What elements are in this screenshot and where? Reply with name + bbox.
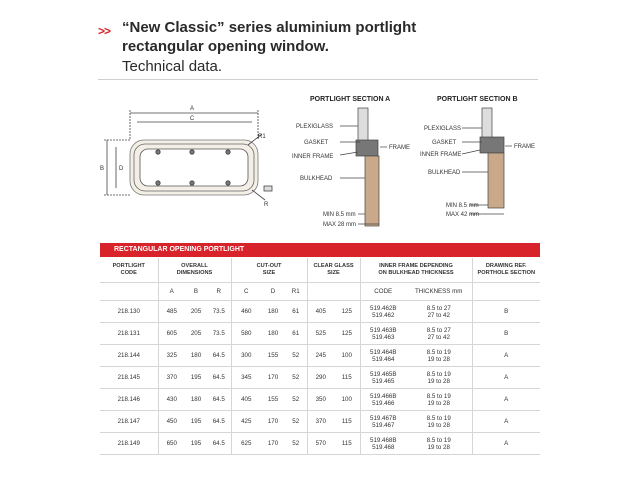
cell-b: 180 xyxy=(185,389,207,411)
sub-r1: R1 xyxy=(285,283,307,301)
cell-drawing-ref: A xyxy=(472,389,540,411)
sub-c: C xyxy=(231,283,261,301)
section-b-title: PORTLIGHT SECTION B xyxy=(437,96,518,103)
cell-thickness: 8.5 to 27 27 to 42 xyxy=(406,323,472,345)
section-b-frame: FRAME xyxy=(514,144,535,150)
cell-clear-height: 125 xyxy=(334,323,360,345)
cell-inner-code: 519.466B 519.466 xyxy=(360,389,406,411)
cell-r: 73.5 xyxy=(207,301,231,323)
cell-r: 73.5 xyxy=(207,323,231,345)
cell-code: 218.149 xyxy=(100,433,158,455)
cell-d: 180 xyxy=(261,323,285,345)
cell-code: 218.146 xyxy=(100,389,158,411)
cell-a: 485 xyxy=(158,301,185,323)
cell-inner-code: 519.462B 519.462 xyxy=(360,301,406,323)
cell-r: 64.5 xyxy=(207,389,231,411)
section-a-max: MAX 28 mm xyxy=(323,222,357,228)
cell-clear-width: 290 xyxy=(307,367,334,389)
cell-clear-height: 115 xyxy=(334,367,360,389)
cell-inner-code: 519.465B 519.465 xyxy=(360,367,406,389)
header-drawing-ref: DRAWING REF. PORTHOLE SECTION xyxy=(472,258,540,283)
cell-d: 155 xyxy=(261,389,285,411)
section-b-bulkhead: BULKHEAD xyxy=(428,170,461,176)
cell-r1: 52 xyxy=(285,345,307,367)
table-row xyxy=(100,323,540,345)
cell-d: 180 xyxy=(261,301,285,323)
portlight-front-view xyxy=(104,110,272,200)
cell-thickness: 8.5 to 27 27 to 42 xyxy=(406,301,472,323)
cell-code: 218.147 xyxy=(100,411,158,433)
cell-b: 180 xyxy=(185,345,207,367)
table-subheader-row xyxy=(100,283,540,301)
cell-c: 405 xyxy=(231,389,261,411)
cell-inner-code: 519.464B 519.464 xyxy=(360,345,406,367)
cell-c: 425 xyxy=(231,411,261,433)
cell-clear-height: 125 xyxy=(334,301,360,323)
dim-r1-label: R1 xyxy=(258,134,266,140)
section-b-min: MIN 8.5 mm xyxy=(446,203,479,209)
cell-b: 195 xyxy=(185,411,207,433)
cell-clear-height: 115 xyxy=(334,411,360,433)
section-b-max: MAX 42 mm xyxy=(446,212,480,218)
cell-a: 370 xyxy=(158,367,185,389)
cell-clear-width: 405 xyxy=(307,301,334,323)
table-title: RECTANGULAR OPENING PORTLIGHT xyxy=(114,246,245,253)
cell-r1: 61 xyxy=(285,301,307,323)
cell-c: 625 xyxy=(231,433,261,455)
cell-clear-width: 245 xyxy=(307,345,334,367)
section-a-inner-frame: INNER FRAME xyxy=(292,154,334,160)
cell-r1: 61 xyxy=(285,323,307,345)
cell-thickness: 8.5 to 19 19 to 28 xyxy=(406,411,472,433)
cell-c: 580 xyxy=(231,323,261,345)
cell-drawing-ref: A xyxy=(472,345,540,367)
sub-thickness: THICKNESS mm xyxy=(406,283,472,301)
cell-drawing-ref: A xyxy=(472,411,540,433)
cell-r1: 52 xyxy=(285,411,307,433)
title-line-3: Technical data. xyxy=(122,58,223,75)
sub-a: A xyxy=(158,283,185,301)
dim-a-label: A xyxy=(189,106,195,112)
cell-r: 64.5 xyxy=(207,345,231,367)
cell-a: 430 xyxy=(158,389,185,411)
cell-a: 650 xyxy=(158,433,185,455)
table-row xyxy=(100,367,540,389)
cell-clear-height: 100 xyxy=(334,345,360,367)
cell-clear-width: 350 xyxy=(307,389,334,411)
table-header-row xyxy=(100,258,540,283)
cell-drawing-ref: A xyxy=(472,367,540,389)
cell-clear-height: 115 xyxy=(334,433,360,455)
cell-thickness: 8.5 to 19 19 to 28 xyxy=(406,389,472,411)
cell-c: 345 xyxy=(231,367,261,389)
cell-code: 218.145 xyxy=(100,367,158,389)
cell-r: 64.5 xyxy=(207,367,231,389)
cell-d: 170 xyxy=(261,411,285,433)
section-a-frame: FRAME xyxy=(389,145,410,151)
section-a-bulkhead: BULKHEAD xyxy=(300,176,333,182)
header-overall: OVERALL DIMENSIONS xyxy=(158,258,231,283)
header-cutout: CUT-OUT SIZE xyxy=(231,258,307,283)
cell-drawing-ref: B xyxy=(472,323,540,345)
cell-d: 170 xyxy=(261,433,285,455)
sub-d: D xyxy=(261,283,285,301)
cell-c: 460 xyxy=(231,301,261,323)
cell-drawing-ref: B xyxy=(472,301,540,323)
cell-r1: 52 xyxy=(285,367,307,389)
sub-b: B xyxy=(185,283,207,301)
cell-thickness: 8.5 to 19 19 to 28 xyxy=(406,367,472,389)
section-b-inner-frame: INNER FRAME xyxy=(420,152,462,158)
cell-r1: 52 xyxy=(285,433,307,455)
section-a-drawing xyxy=(340,108,387,226)
cell-code: 218.144 xyxy=(100,345,158,367)
header-clear-glass: CLEAR GLASS SIZE xyxy=(307,258,360,283)
section-b-drawing xyxy=(462,108,512,214)
cell-clear-height: 100 xyxy=(334,389,360,411)
section-b-plexiglass: PLEXIGLASS xyxy=(424,126,462,132)
red-arrows-marker: >> xyxy=(98,24,111,38)
section-a-gasket: GASKET xyxy=(304,140,329,146)
dim-c-label: C xyxy=(189,116,195,122)
cell-d: 170 xyxy=(261,367,285,389)
cell-clear-width: 370 xyxy=(307,411,334,433)
cell-inner-code: 519.468B 519.468 xyxy=(360,433,406,455)
cell-b: 205 xyxy=(185,301,207,323)
sub-r: R xyxy=(207,283,231,301)
cell-thickness: 8.5 to 19 19 to 28 xyxy=(406,345,472,367)
section-a-min: MIN 8.5 mm xyxy=(323,212,356,218)
cell-d: 155 xyxy=(261,345,285,367)
header-code: PORTLIGHT CODE xyxy=(100,258,158,283)
table-row xyxy=(100,433,540,455)
cell-r: 64.5 xyxy=(207,411,231,433)
cell-code: 218.130 xyxy=(100,301,158,323)
cell-code: 218.131 xyxy=(100,323,158,345)
title-line-2: rectangular opening window. xyxy=(122,38,329,55)
title-line-1: “New Classic” series aluminium portlight xyxy=(122,19,417,36)
section-a-plexiglass: PLEXIGLASS xyxy=(296,124,334,130)
cell-c: 300 xyxy=(231,345,261,367)
cell-inner-code: 519.467B 519.467 xyxy=(360,411,406,433)
cell-a: 605 xyxy=(158,323,185,345)
cell-drawing-ref: A xyxy=(472,433,540,455)
table-row xyxy=(100,411,540,433)
dim-b-label: B xyxy=(100,166,105,172)
cell-a: 450 xyxy=(158,411,185,433)
sub-code: CODE xyxy=(360,283,406,301)
specs-table xyxy=(100,258,540,455)
dim-d-label: D xyxy=(119,166,124,172)
cell-b: 195 xyxy=(185,433,207,455)
dim-r-label: R xyxy=(264,202,269,208)
cell-a: 325 xyxy=(158,345,185,367)
cell-b: 205 xyxy=(185,323,207,345)
cell-thickness: 8.5 to 19 19 to 28 xyxy=(406,433,472,455)
cell-inner-code: 519.463B 519.463 xyxy=(360,323,406,345)
cell-b: 195 xyxy=(185,367,207,389)
cell-r: 64.5 xyxy=(207,433,231,455)
table-row xyxy=(100,301,540,323)
header-inner-frame: INNER FRAME DEPENDING ON BULKHEAD THICKNESS xyxy=(360,258,472,283)
table-title-bar xyxy=(100,243,540,257)
cell-r1: 52 xyxy=(285,389,307,411)
cell-clear-width: 570 xyxy=(307,433,334,455)
table-row xyxy=(100,389,540,411)
table-row xyxy=(100,345,540,367)
section-a-title: PORTLIGHT SECTION A xyxy=(310,96,391,103)
section-b-gasket: GASKET xyxy=(432,140,457,146)
cell-clear-width: 525 xyxy=(307,323,334,345)
